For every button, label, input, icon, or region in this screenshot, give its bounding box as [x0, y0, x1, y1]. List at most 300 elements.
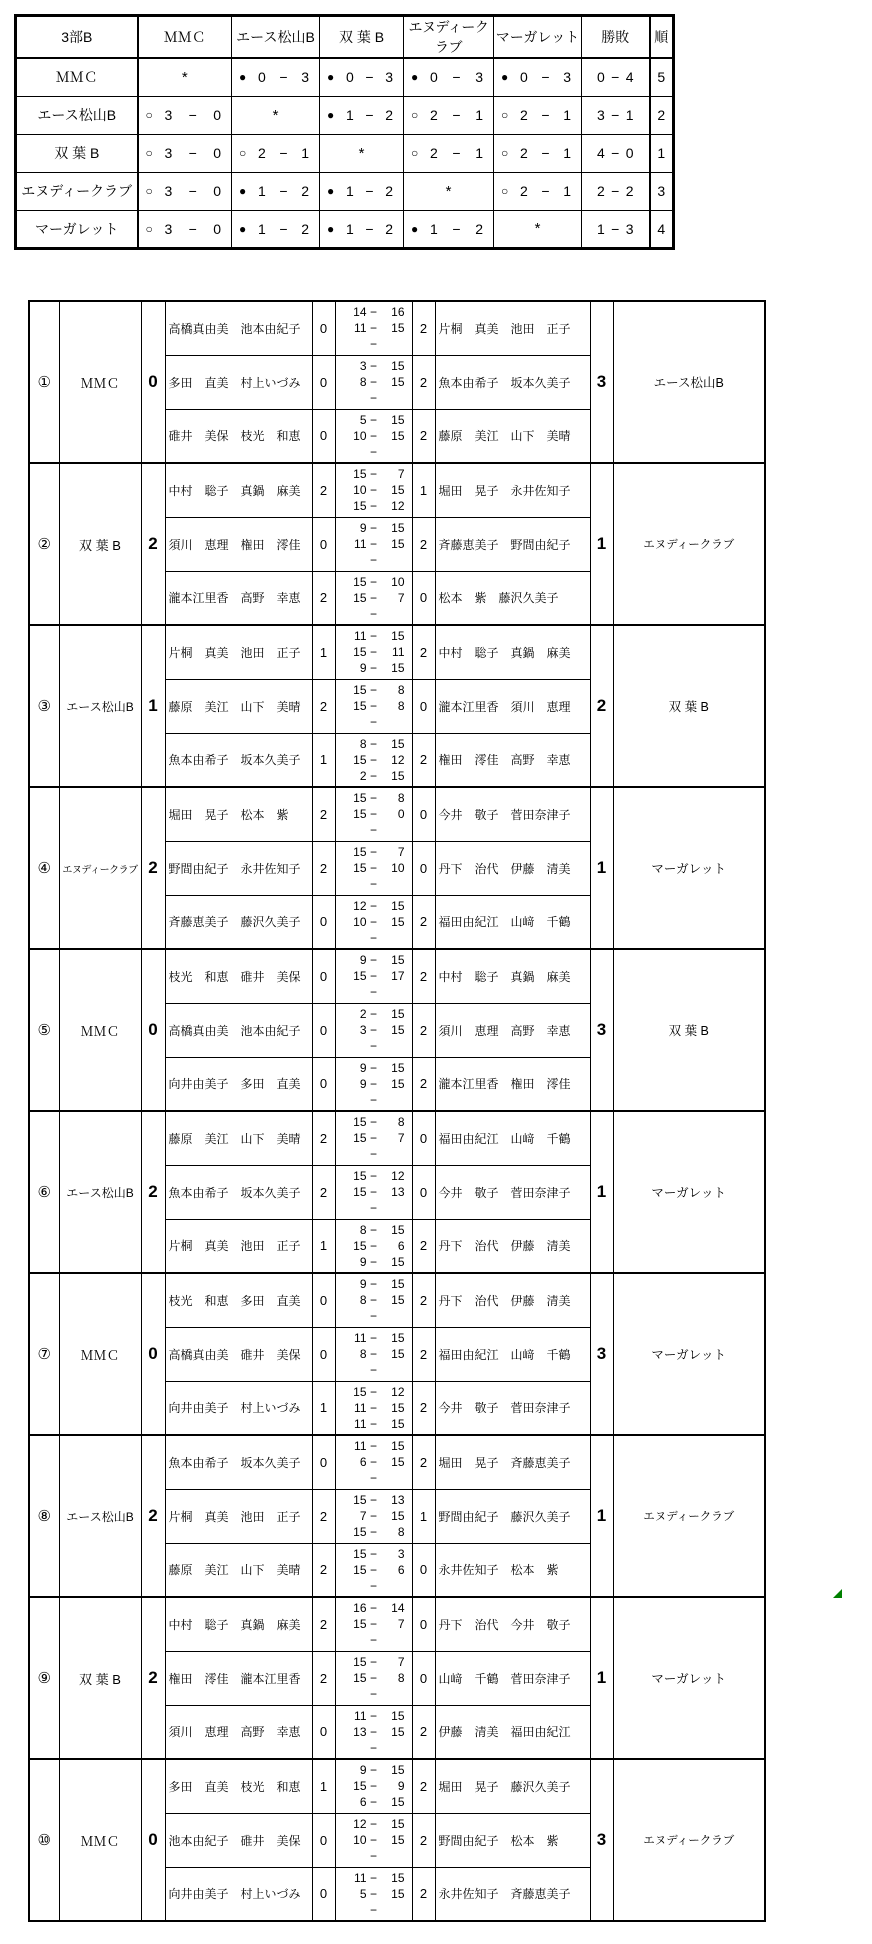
home-points: 15 [353, 1185, 367, 1199]
home-points: 15 [353, 1131, 367, 1146]
result-score [343, 107, 396, 123]
self-match-asterisk: * [358, 144, 365, 162]
game-score-line [336, 466, 412, 482]
score-right: 1 [301, 145, 309, 161]
match-results-table [28, 300, 766, 1922]
game-score-line [336, 1902, 412, 1918]
home-points: 11 [354, 321, 367, 336]
away-pair-names: 福田由紀江 山﨑 千鶴 [435, 895, 590, 949]
game-score-line [336, 1708, 412, 1724]
points-dash: − [369, 1131, 377, 1146]
home-games-won: 0 [312, 1327, 335, 1381]
losses-count: 1 [625, 107, 634, 123]
game-score-line [336, 984, 412, 1000]
match-result [232, 221, 319, 237]
home-points [343, 1740, 367, 1756]
win-loss-circle: ○ [501, 184, 509, 198]
home-points: 15 [353, 752, 367, 767]
home-team-name: エヌディークラブ [59, 787, 141, 949]
away-team-name: マーガレット [613, 787, 765, 949]
away-points [381, 822, 405, 838]
home-points: 9 [359, 1254, 367, 1269]
game-score-line [336, 968, 412, 984]
away-points: 8 [397, 791, 405, 806]
score-right: 1 [563, 145, 571, 161]
away-points: 15 [391, 1455, 405, 1470]
away-points [381, 1308, 405, 1324]
away-points: 7 [397, 590, 405, 605]
match-result [494, 183, 581, 199]
game-score-line [336, 1200, 412, 1216]
match-number: ③ [29, 625, 59, 787]
home-team-score: 2 [141, 1435, 165, 1597]
game-score-line [336, 1794, 412, 1810]
match-result [139, 107, 232, 123]
home-pair-names: 魚本由希子 坂本久美子 [165, 1435, 312, 1489]
home-pair-names: 高橋真由美 碓井 美保 [165, 1327, 312, 1381]
home-pair-names: 権田 澪佳 瀧本江里香 [165, 1651, 312, 1705]
away-games-won: 0 [412, 1597, 435, 1651]
away-points [381, 876, 405, 892]
home-pair-names: 片桐 真美 池田 正子 [165, 1219, 312, 1273]
game-score-line [336, 1724, 412, 1740]
score-left: 1 [346, 220, 354, 237]
away-points: 15 [391, 1833, 405, 1847]
away-pair-names: 今井 敬子 菅田奈津子 [435, 1381, 590, 1435]
game-score-line [336, 1616, 412, 1632]
home-points: 15 [353, 590, 367, 605]
points-dash: − [369, 1060, 377, 1075]
game-score-line [336, 1670, 412, 1686]
points-dash: − [369, 1201, 377, 1215]
away-pair-names: 須川 恵理 高野 幸恵 [435, 1003, 590, 1057]
away-points: 15 [391, 1007, 405, 1021]
away-points: 9 [397, 1779, 405, 1794]
points-dash: − [369, 1849, 377, 1863]
game-score-line [336, 482, 412, 498]
points-dash: − [369, 1779, 377, 1794]
game-score-line [336, 1848, 412, 1864]
standings-rank: 2 [650, 96, 674, 134]
game-score-line [336, 714, 412, 730]
losses-count: 2 [625, 183, 634, 199]
home-games-won: 0 [312, 517, 335, 571]
points-dash: − [369, 1439, 377, 1454]
game-score-line [336, 660, 412, 676]
result-score [255, 183, 312, 199]
game-score-line [336, 498, 412, 514]
home-team-name: エース松山B [59, 625, 141, 787]
points-dash: − [369, 1833, 377, 1847]
points-dash: − [369, 645, 377, 660]
game-score-line [336, 320, 412, 336]
points-dash: − [369, 467, 377, 482]
home-pair-names: 中村 聡子 真鍋 麻美 [165, 463, 312, 517]
away-team-score: 2 [590, 625, 613, 787]
away-points [381, 336, 405, 352]
score-left: 2 [520, 183, 528, 199]
home-points [343, 876, 367, 892]
away-pair-names: 永井佐知子 斉藤恵美子 [435, 1867, 590, 1921]
away-games-won: 2 [412, 1327, 435, 1381]
game-scores-cell [335, 1273, 412, 1327]
game-scores-cell [335, 625, 412, 679]
home-pair-names: 須川 恵理 高野 幸恵 [165, 1705, 312, 1759]
game-score-line [336, 606, 412, 622]
wins-count: 3 [597, 107, 605, 123]
points-dash: − [369, 683, 377, 697]
away-points: 15 [391, 359, 405, 373]
points-dash: − [369, 898, 377, 913]
match-result [139, 183, 232, 199]
match-result [494, 107, 581, 123]
game-score-line [336, 1254, 412, 1270]
match-number: ⑨ [29, 1597, 59, 1759]
result-score [255, 69, 312, 85]
away-pair-names: 堀田 晃子 永井佐知子 [435, 463, 590, 517]
home-points [343, 1092, 367, 1108]
points-dash: − [369, 1023, 377, 1037]
points-dash: − [369, 1687, 377, 1701]
match-number: ⑧ [29, 1435, 59, 1597]
result-score [255, 145, 312, 161]
home-pair-names: 枝光 和恵 多田 直美 [165, 1273, 312, 1327]
standings-rank: 3 [650, 172, 674, 210]
game-score-line [336, 736, 412, 752]
home-team-name: エース松山B [59, 1435, 141, 1597]
game-score-line [336, 1130, 412, 1146]
score-right: 1 [563, 107, 571, 123]
green-marker-triangle [833, 1589, 842, 1598]
standings-record-cell [582, 58, 650, 96]
home-games-won: 2 [312, 1651, 335, 1705]
away-games-won: 2 [412, 301, 435, 355]
points-dash: − [369, 1400, 377, 1415]
points-dash: − [369, 930, 377, 945]
home-points [343, 1470, 367, 1486]
win-loss-record [582, 183, 649, 199]
home-pair-names: 藤原 美江 山下 美晴 [165, 1111, 312, 1165]
win-loss-circle: ● [327, 70, 335, 85]
game-score-line [336, 1022, 412, 1038]
away-points: 15 [391, 428, 405, 443]
score-left: 1 [346, 107, 354, 123]
game-score-line [336, 1006, 412, 1022]
points-dash: − [369, 1509, 377, 1523]
points-dash: − [369, 1363, 377, 1377]
away-points [381, 552, 405, 568]
points-dash: − [369, 1633, 377, 1648]
home-points: 11 [354, 1400, 367, 1415]
game-score-line [336, 876, 412, 892]
score-right: 1 [563, 183, 571, 199]
points-dash: − [369, 391, 377, 405]
points-dash: − [369, 1817, 377, 1831]
result-score [427, 107, 486, 123]
points-dash: − [369, 1708, 377, 1723]
score-dash: − [452, 220, 461, 237]
away-points: 15 [391, 1331, 405, 1345]
points-dash: − [369, 1546, 377, 1561]
result-score [517, 107, 574, 123]
away-games-won: 0 [412, 841, 435, 895]
away-games-won: 2 [412, 1705, 435, 1759]
wins-count: 0 [597, 69, 605, 86]
away-games-won: 2 [412, 517, 435, 571]
away-points [381, 1902, 405, 1918]
home-games-won: 1 [312, 1759, 335, 1813]
result-score [427, 221, 486, 237]
game-score-line [336, 822, 412, 838]
points-dash: − [369, 375, 377, 389]
win-loss-circle: ○ [145, 146, 153, 160]
away-pair-names: 丹下 治代 今井 敬子 [435, 1597, 590, 1651]
points-dash: − [369, 914, 377, 929]
self-match-asterisk: * [534, 220, 541, 237]
game-scores-cell [335, 1543, 412, 1597]
score-left: 1 [430, 220, 438, 237]
away-points: 6 [397, 1562, 405, 1577]
matches-body [29, 301, 765, 1921]
home-points: 15 [353, 1169, 367, 1183]
standings-result-cell [232, 172, 320, 210]
away-points: 15 [391, 1416, 405, 1431]
score-dash: − [188, 145, 197, 161]
game-score-line [336, 1308, 412, 1324]
away-team-name: マーガレット [613, 1111, 765, 1273]
points-dash: − [369, 483, 377, 498]
win-loss-circle: ○ [411, 146, 419, 160]
away-points [381, 1632, 405, 1648]
game-score-line [336, 914, 412, 930]
standings-result-cell [138, 134, 232, 172]
game-score-line [336, 520, 412, 536]
points-dash: − [369, 590, 377, 605]
standings-result-cell [232, 210, 320, 248]
standings-result-cell [138, 210, 232, 248]
result-score [343, 183, 396, 199]
points-dash: − [369, 1740, 377, 1755]
game-score-line [336, 1654, 412, 1670]
home-games-won: 0 [312, 895, 335, 949]
away-team-name: エヌディークラブ [613, 463, 765, 625]
score-left: 0 [346, 69, 354, 86]
away-points: 15 [391, 521, 405, 535]
points-dash: − [369, 969, 377, 984]
home-points: 15 [353, 1617, 367, 1632]
home-games-won: 0 [312, 1435, 335, 1489]
score-left: 1 [346, 183, 354, 199]
game-score-line [336, 1092, 412, 1108]
away-team-score: 1 [590, 787, 613, 949]
record-score [594, 69, 637, 85]
home-points: 15 [353, 683, 367, 697]
standings-header-cell: マーガレット [494, 16, 582, 59]
points-dash: − [369, 1169, 377, 1183]
away-team-name: マーガレット [613, 1597, 765, 1759]
standings-header-cell: 双 葉 B [320, 16, 404, 59]
away-points [381, 1740, 405, 1756]
points-dash: − [369, 877, 377, 891]
game-scores-cell [335, 1435, 412, 1489]
points-dash: − [369, 359, 377, 373]
game-score-line [336, 1362, 412, 1378]
away-team-name: エヌディークラブ [613, 1759, 765, 1921]
away-points [381, 1092, 405, 1108]
away-team-score: 1 [590, 1435, 613, 1597]
away-points: 8 [397, 683, 405, 697]
away-games-won: 2 [412, 625, 435, 679]
result-score [427, 145, 486, 161]
standings-result-cell [404, 134, 494, 172]
score-left: 2 [520, 107, 528, 123]
score-left: 0 [520, 69, 528, 86]
score-left: 1 [258, 183, 266, 199]
win-loss-circle: ○ [411, 108, 419, 122]
score-left: 2 [430, 145, 438, 161]
away-team-score: 1 [590, 1597, 613, 1759]
standings-header-cell: 順 [650, 16, 674, 59]
points-dash: − [369, 1763, 377, 1778]
game-score-line [336, 698, 412, 714]
game-score-line [336, 1114, 412, 1130]
game-score-line [336, 1276, 412, 1292]
score-right: 0 [213, 145, 221, 161]
home-games-won: 2 [312, 1489, 335, 1543]
away-points: 8 [397, 1115, 405, 1130]
away-points: 12 [391, 499, 405, 514]
points-dash: − [369, 1147, 377, 1162]
points-dash: − [369, 1455, 377, 1470]
score-right: 2 [385, 183, 393, 199]
away-points: 15 [391, 1222, 405, 1237]
game-score-line [336, 628, 412, 644]
score-left: 1 [258, 220, 266, 237]
home-pair-names: 多田 直美 枝光 和恵 [165, 1759, 312, 1813]
match-number: ④ [29, 787, 59, 949]
score-right: 2 [385, 107, 393, 123]
green-marker [833, 1589, 843, 1599]
match-result [320, 221, 403, 237]
game-score-line [336, 952, 412, 968]
game-scores-cell [335, 1705, 412, 1759]
home-points: 15 [353, 1655, 367, 1669]
standings-rank: 1 [650, 134, 674, 172]
score-dash: − [541, 145, 550, 161]
win-loss-record [582, 107, 649, 123]
game-scores-cell [335, 679, 412, 733]
away-pair-names: 永井佐知子 松本 紫 [435, 1543, 590, 1597]
home-points [343, 1578, 367, 1594]
standings-body [16, 16, 674, 249]
points-dash: − [369, 699, 377, 713]
points-dash: − [369, 412, 377, 427]
home-pair-names: 向井由美子 村上いづみ [165, 1867, 312, 1921]
points-dash: − [369, 985, 377, 1000]
points-dash: − [369, 1222, 377, 1237]
game-scores-cell [335, 1381, 412, 1435]
home-points [343, 336, 367, 352]
away-points: 15 [391, 1293, 405, 1308]
away-pair-names: 魚本由希子 坂本久美子 [435, 355, 590, 409]
win-loss-circle: ○ [145, 108, 153, 122]
losses-count: 3 [625, 220, 634, 237]
home-points: 13 [353, 1724, 367, 1739]
away-points: 15 [391, 1400, 405, 1415]
home-points: 10 [353, 1833, 367, 1847]
home-team-score: 2 [141, 1597, 165, 1759]
away-pair-names: 丹下 治代 伊藤 清美 [435, 1273, 590, 1327]
points-dash: − [369, 1655, 377, 1669]
home-points: 15 [353, 1562, 367, 1577]
game-scores-cell [335, 1489, 412, 1543]
points-dash: − [369, 1254, 377, 1269]
game-score-line [336, 1184, 412, 1200]
standings-header-cell: ＭＭＣ [138, 16, 232, 59]
away-team-score: 3 [590, 1273, 613, 1435]
home-games-won: 1 [312, 733, 335, 787]
game-score-line [336, 1168, 412, 1184]
home-games-won: 0 [312, 949, 335, 1003]
home-points [343, 1632, 367, 1648]
score-left: 3 [164, 220, 173, 237]
match-number: ⑦ [29, 1273, 59, 1435]
points-dash: − [369, 791, 377, 806]
match-result [139, 221, 232, 237]
game-score-line [336, 1222, 412, 1238]
standings-header-cell: 勝敗 [582, 16, 650, 59]
game-score-line [336, 1562, 412, 1578]
score-left: 3 [164, 183, 173, 199]
game-scores-cell [335, 301, 412, 355]
home-games-won: 1 [312, 1381, 335, 1435]
game-scores-cell [335, 409, 412, 463]
score-right: 1 [475, 107, 483, 123]
home-team-name: ＭＭＣ [59, 1273, 141, 1435]
away-pair-names: 斉藤恵美子 野間由紀子 [435, 517, 590, 571]
score-right: 0 [213, 220, 221, 237]
record-score [594, 221, 637, 237]
away-pair-names: 今井 敬子 菅田奈津子 [435, 787, 590, 841]
score-dash: − [452, 145, 461, 161]
game-score-line [336, 336, 412, 352]
points-dash: − [369, 574, 377, 589]
points-dash: − [369, 629, 377, 644]
away-pair-names: 瀧本江里香 権田 澪佳 [435, 1057, 590, 1111]
home-team-score: 1 [141, 625, 165, 787]
game-score-line [336, 1238, 412, 1254]
home-points: 3 [359, 359, 367, 373]
away-games-won: 2 [412, 1759, 435, 1813]
home-team-name: エース松山B [59, 1111, 141, 1273]
standings-table [14, 14, 675, 250]
win-loss-circle: ● [327, 108, 335, 122]
home-team-name: ＭＭＣ [59, 301, 141, 463]
home-points: 8 [359, 375, 367, 389]
standings-team-name: マーガレット [16, 210, 138, 248]
home-points: 5 [359, 1886, 367, 1901]
points-dash: − [369, 752, 377, 767]
standings-result-cell [320, 172, 404, 210]
match-result [404, 107, 493, 123]
away-points: 15 [391, 1870, 405, 1885]
game-scores-cell [335, 787, 412, 841]
standings-record-cell [582, 134, 650, 172]
home-team-score: 2 [141, 1111, 165, 1273]
score-left: 0 [258, 69, 266, 86]
win-loss-circle: ● [327, 184, 335, 198]
points-dash: − [369, 1076, 377, 1091]
